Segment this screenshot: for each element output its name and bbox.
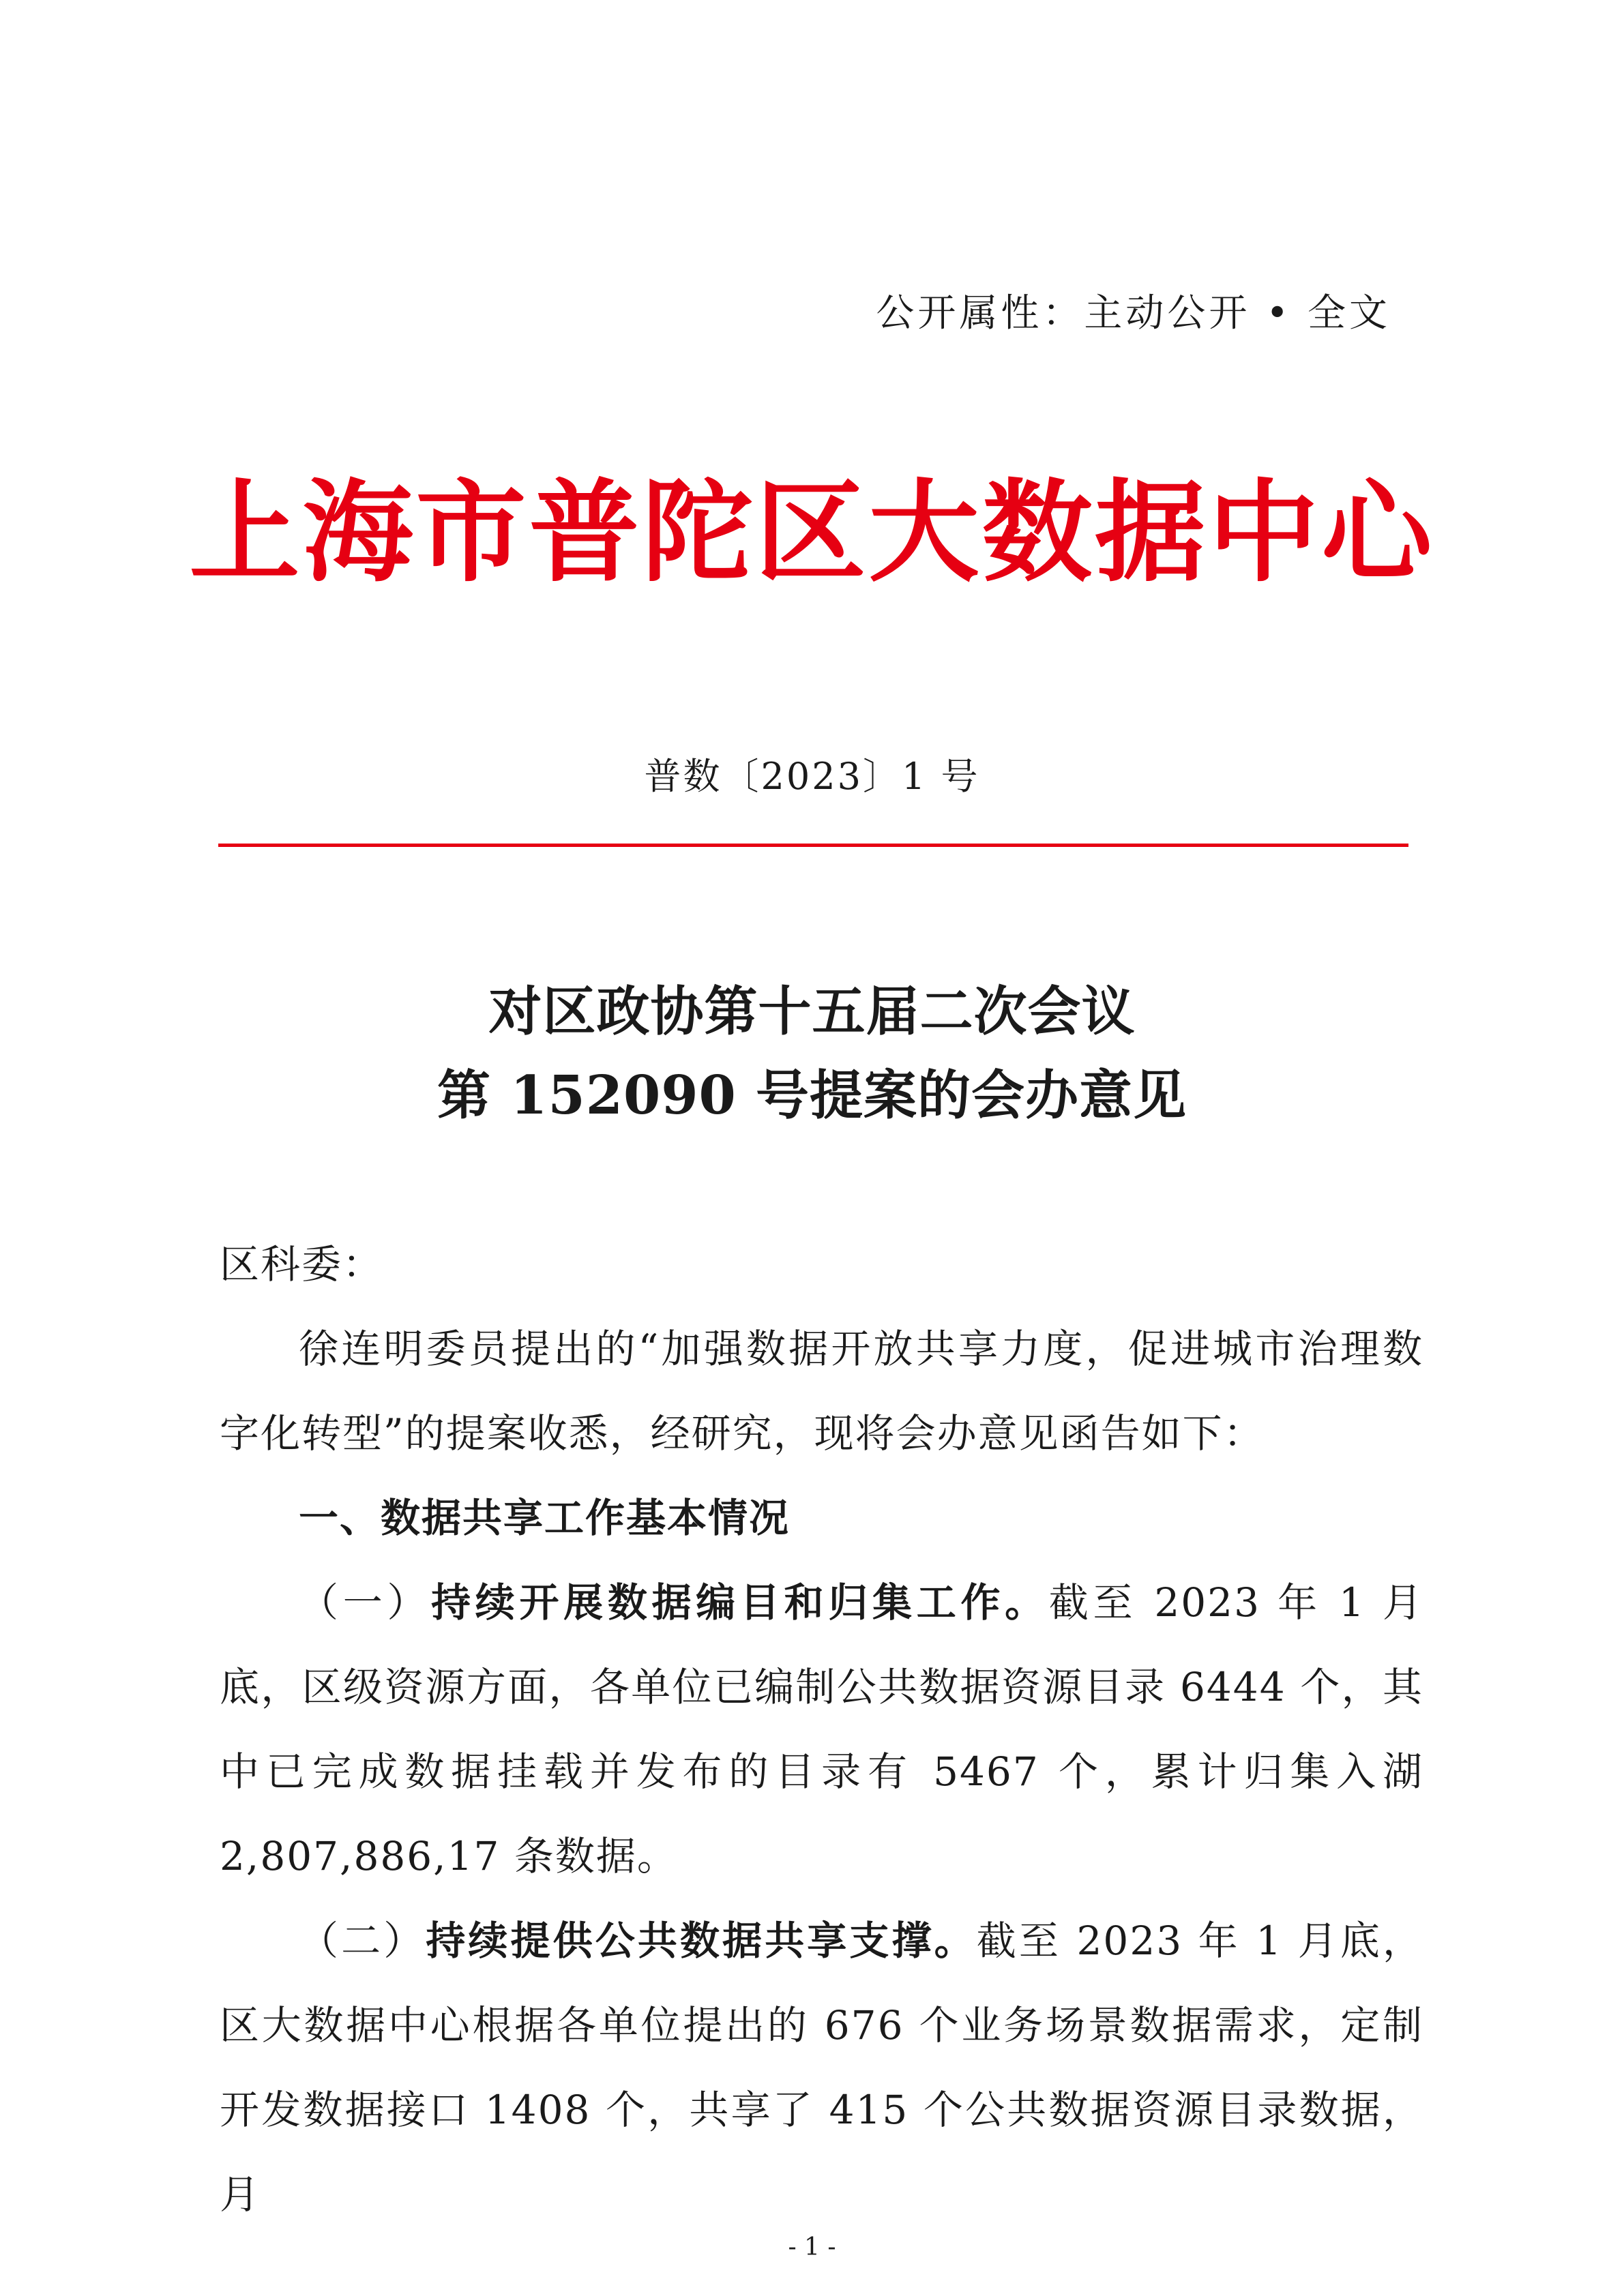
paragraph-2-bold: 持续提供公共数据共享支撑。 xyxy=(426,1918,977,1964)
addressee: 区科委： xyxy=(220,1241,384,1287)
paragraph-1-bold: 持续开展数据编目和归集工作。 xyxy=(431,1579,1049,1626)
red-divider-line xyxy=(218,844,1408,847)
paragraph-1-text: 截至 2023 年 1 月底，区级资源方面，各单位已编制公共数据资源目录 6444 个，其中已完成数据挂载并发布的目录有 5467 个，累计归集入湖 2,807,886,17 条数据。 xyxy=(220,1579,1423,1879)
paragraph-2-lead: （二） xyxy=(299,1918,426,1964)
organization-name: 上海市普陀区大数据中心 xyxy=(189,468,1435,597)
disclosure-attribute: 公开属性：主动公开 • 全文 xyxy=(876,291,1391,336)
paragraph-1 xyxy=(220,1560,1423,1898)
document-title-line-1: 对区政协第十五届二次会议 xyxy=(488,981,1136,1043)
paragraph-1-lead: （一） xyxy=(299,1579,432,1626)
document-number: 普数〔2023〕1 号 xyxy=(644,755,980,798)
section-heading: 一、数据共享工作基本情况 xyxy=(299,1495,791,1541)
document-body xyxy=(220,1222,1423,2237)
paragraph-2 xyxy=(220,1898,1423,2237)
intro-paragraph: 徐连明委员提出的“加强数据开放共享力度，促进城市治理数字化转型”的提案收悉，经研究，现将会办意见函告如下： xyxy=(220,1326,1423,1457)
document-title-line-2: 第 152090 号提案的会办意见 xyxy=(437,1064,1187,1127)
page-number: - 1 - xyxy=(788,2233,836,2261)
paragraph-2-text: 截至 2023 年 1 月底，区大数据中心根据各单位提出的 676 个业务场景数据需求，定制开发数据接口 1408 个，共享了 415 个公共数据资源目录数据，月 xyxy=(220,1918,1423,2218)
